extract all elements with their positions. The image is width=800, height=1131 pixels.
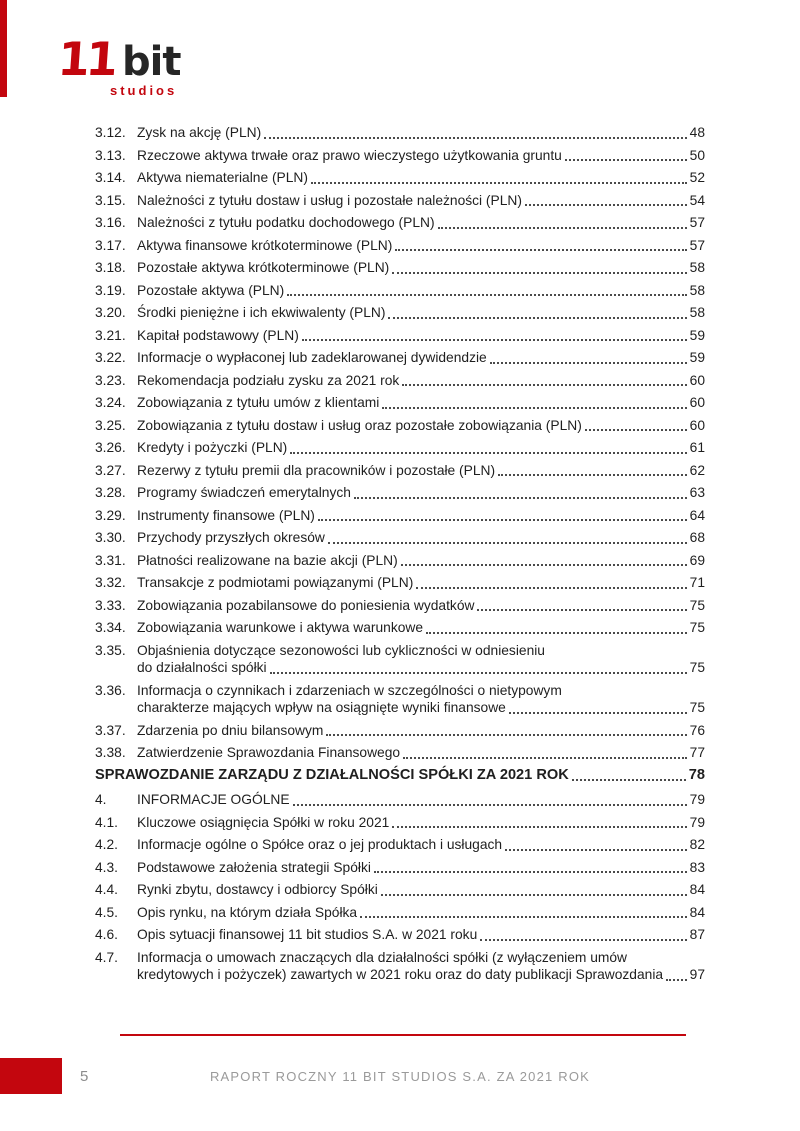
toc-entry-number: 3.26. bbox=[95, 440, 126, 455]
toc-entry-body bbox=[137, 282, 705, 300]
toc-entry-number: 3.37. bbox=[95, 722, 126, 738]
toc-entry-title: Programy świadczeń emerytalnych bbox=[137, 485, 351, 500]
toc-entry[interactable] bbox=[95, 304, 705, 322]
toc-line bbox=[137, 147, 705, 165]
toc-line bbox=[137, 552, 705, 570]
toc-entry[interactable] bbox=[95, 372, 705, 390]
toc-entry-body bbox=[137, 881, 705, 899]
toc-entry-title: SPRAWOZDANIE ZARZĄDU Z DZIAŁALNOŚCI SPÓŁKI ZA 2021 ROK bbox=[95, 766, 569, 783]
toc-line bbox=[137, 529, 705, 547]
toc-entry[interactable] bbox=[95, 237, 705, 255]
toc-entry-page: 64 bbox=[689, 507, 705, 523]
dot-leader bbox=[395, 237, 686, 255]
toc-entry-number: 3.21. bbox=[95, 327, 126, 343]
dot-leader bbox=[572, 767, 686, 785]
toc-entry-page: 60 bbox=[689, 372, 705, 388]
toc-entry-number: 3.14. bbox=[95, 170, 126, 185]
toc-entry-title: Środki pieniężne i ich ekwiwalenty (PLN) bbox=[137, 305, 386, 320]
toc-entry-title: Podstawowe założenia strategii Spółki bbox=[137, 859, 371, 875]
dot-leader bbox=[381, 881, 687, 899]
toc-entry-body bbox=[137, 417, 705, 435]
toc-entry-number: 4. bbox=[95, 792, 107, 807]
dot-leader bbox=[311, 169, 687, 187]
toc-line bbox=[137, 304, 705, 322]
toc-entry[interactable] bbox=[95, 507, 705, 525]
toc-entry-body bbox=[137, 836, 705, 854]
toc-line bbox=[137, 926, 705, 944]
toc-entry-page: 62 bbox=[689, 462, 705, 478]
toc-entry-number: 3.17. bbox=[95, 237, 126, 253]
toc-entry-number: 3.27. bbox=[95, 462, 126, 478]
logo-11-icon: 11 bbox=[56, 32, 116, 86]
logo-top-row bbox=[56, 32, 181, 86]
toc-entry-body bbox=[137, 642, 705, 677]
toc-entry-page: 87 bbox=[689, 927, 705, 942]
toc-line bbox=[137, 904, 705, 922]
toc-entry-number: 4.6. bbox=[95, 927, 119, 942]
toc-entry[interactable] bbox=[95, 814, 705, 832]
toc-entry-title: Zobowiązania z tytułu umów z klientami bbox=[137, 395, 380, 410]
dot-leader bbox=[318, 507, 687, 525]
dot-leader bbox=[505, 836, 687, 854]
toc-entry-title: Pozostałe aktywa (PLN) bbox=[137, 282, 285, 298]
toc-entry-body bbox=[137, 327, 705, 345]
toc-entry-page: 97 bbox=[689, 967, 705, 982]
toc-entry[interactable] bbox=[95, 169, 705, 187]
toc-line bbox=[137, 836, 705, 854]
dot-leader bbox=[498, 462, 687, 480]
toc-entry[interactable] bbox=[95, 484, 705, 502]
toc-entry-number: 4.4. bbox=[95, 882, 119, 897]
dot-leader bbox=[480, 926, 686, 944]
toc-entry-title: Płatności realizowane na bazie akcji (PLN) bbox=[137, 552, 398, 568]
toc-entry-number: 3.29. bbox=[95, 507, 126, 523]
toc-entry-number: 3.33. bbox=[95, 597, 126, 613]
toc-entry-number: 3.23. bbox=[95, 372, 126, 388]
toc-line bbox=[137, 484, 705, 502]
footer-page-number: 5 bbox=[80, 1068, 89, 1085]
toc-entry-body bbox=[137, 349, 705, 367]
toc-line bbox=[137, 859, 705, 877]
toc-entry[interactable] bbox=[95, 417, 705, 435]
toc-entry-body bbox=[137, 814, 705, 832]
toc-entry-number: 3.28. bbox=[95, 485, 126, 500]
toc-entry-title: Informacje ogólne o Spółce oraz o jej produktach i usługach bbox=[137, 837, 503, 852]
dot-leader bbox=[293, 791, 687, 809]
toc-entry[interactable] bbox=[95, 282, 705, 300]
toc-entry-number: 3.19. bbox=[95, 282, 126, 298]
toc-entry-title: Zobowiązania warunkowe i aktywa warunkowe bbox=[137, 620, 424, 635]
toc-entry[interactable] bbox=[95, 394, 705, 412]
dot-leader bbox=[416, 574, 686, 592]
toc-line bbox=[137, 282, 705, 300]
toc-entry-title: Kredyty i pożyczki (PLN) bbox=[137, 440, 288, 455]
toc-entry-number: 3.22. bbox=[95, 350, 126, 365]
toc-entry-title: do działalności spółki bbox=[137, 660, 267, 675]
toc-line bbox=[137, 619, 705, 637]
toc-entry-title: charakterze mających wpływ na osiągnięte wyniki finansowe bbox=[137, 700, 506, 715]
toc-entry[interactable] bbox=[95, 192, 705, 210]
toc-entry-body bbox=[137, 552, 705, 570]
toc-entry-body bbox=[137, 904, 705, 922]
toc-line bbox=[137, 597, 705, 615]
toc-line bbox=[137, 169, 705, 187]
toc-entry-title: Pozostałe aktywa krótkoterminowe (PLN) bbox=[137, 260, 390, 275]
toc-entry-page: 61 bbox=[689, 440, 705, 455]
dot-leader bbox=[426, 619, 687, 637]
toc-entry-number: 3.35. bbox=[95, 642, 126, 658]
toc-line bbox=[137, 699, 705, 717]
dot-leader bbox=[264, 124, 686, 142]
dot-leader bbox=[354, 484, 687, 502]
toc-entry-title: Opis sytuacji finansowej 11 bit studios S.A. w 2021 roku bbox=[137, 927, 478, 942]
toc-entry-page: 75 bbox=[689, 597, 705, 613]
toc-entry-title: Kapitał podstawowy (PLN) bbox=[137, 327, 299, 343]
toc-entry-number: 4.2. bbox=[95, 837, 119, 852]
toc-entry-body bbox=[137, 619, 705, 637]
toc-entry[interactable] bbox=[95, 767, 705, 785]
dot-leader bbox=[490, 349, 687, 367]
toc-entry-body bbox=[137, 484, 705, 502]
toc-line bbox=[137, 791, 705, 809]
toc-line bbox=[137, 327, 705, 345]
toc-entry-number: 3.15. bbox=[95, 192, 126, 208]
toc-entry[interactable] bbox=[95, 574, 705, 592]
toc-entry-page: 48 bbox=[689, 125, 705, 140]
dot-leader bbox=[382, 394, 686, 412]
toc-entry[interactable] bbox=[95, 722, 705, 740]
toc-line bbox=[137, 682, 705, 700]
toc-entry-title: Aktywa finansowe krótkoterminowe (PLN) bbox=[137, 237, 393, 253]
toc-entry[interactable] bbox=[95, 259, 705, 277]
dot-leader bbox=[374, 859, 687, 877]
toc-entry[interactable] bbox=[95, 791, 705, 809]
toc-entry-body bbox=[137, 372, 705, 390]
toc-entry-body bbox=[137, 147, 705, 165]
toc-entry-number: 4.3. bbox=[95, 859, 119, 875]
toc-entry-number: 3.31. bbox=[95, 552, 126, 568]
toc-entry-title: Rezerwy z tytułu premii dla pracowników i pozostałe (PLN) bbox=[137, 462, 496, 478]
toc-entry-body bbox=[137, 682, 705, 717]
dot-leader bbox=[666, 966, 687, 984]
toc-entry-page: 58 bbox=[689, 305, 705, 320]
toc-entry[interactable] bbox=[95, 439, 705, 457]
toc-entry-number: 4.5. bbox=[95, 904, 119, 920]
toc-entry-body bbox=[137, 304, 705, 322]
dot-leader bbox=[402, 372, 686, 390]
toc-entry-title: Informacja o umowach znaczących dla działalności spółki (z wyłączeniem umów bbox=[137, 949, 627, 965]
dot-leader bbox=[438, 214, 687, 232]
toc-line bbox=[137, 507, 705, 525]
dot-leader bbox=[270, 659, 687, 677]
toc-entry-body bbox=[137, 507, 705, 525]
dot-leader bbox=[287, 282, 686, 300]
toc-entry-body bbox=[137, 169, 705, 187]
toc-line bbox=[137, 372, 705, 390]
toc-entry-title: Aktywa niematerialne (PLN) bbox=[137, 170, 308, 185]
toc-entry[interactable] bbox=[95, 642, 705, 677]
toc-line bbox=[137, 417, 705, 435]
toc-line bbox=[137, 966, 705, 984]
dot-leader bbox=[328, 529, 687, 547]
toc-entry-number: 3.18. bbox=[95, 260, 126, 275]
toc-line bbox=[137, 124, 705, 142]
dot-leader bbox=[525, 192, 687, 210]
toc-entry[interactable] bbox=[95, 529, 705, 547]
toc-line bbox=[137, 462, 705, 480]
top-left-red-bar bbox=[0, 0, 7, 97]
toc-line bbox=[137, 192, 705, 210]
logo bbox=[56, 32, 181, 98]
toc-entry-title: INFORMACJE OGÓLNE bbox=[137, 792, 290, 807]
dot-leader bbox=[326, 722, 686, 740]
toc-entry-body bbox=[137, 949, 705, 984]
toc-entry-number: 3.34. bbox=[95, 620, 126, 635]
footer-rule bbox=[120, 1034, 686, 1036]
toc-entry[interactable] bbox=[95, 682, 705, 717]
dot-leader bbox=[392, 259, 686, 277]
toc-entry[interactable] bbox=[95, 744, 705, 762]
dot-leader bbox=[388, 304, 686, 322]
toc-entry-page: 79 bbox=[689, 792, 705, 807]
toc-line bbox=[137, 744, 705, 762]
toc-entry-page: 59 bbox=[689, 350, 705, 365]
toc-entry-page: 69 bbox=[689, 552, 705, 568]
toc-entry-title: Informacje o wypłaconej lub zadeklarowanej dywidendzie bbox=[137, 350, 487, 365]
toc-line bbox=[137, 881, 705, 899]
toc-entry[interactable] bbox=[95, 327, 705, 345]
toc-entry-page: 84 bbox=[689, 904, 705, 920]
toc-entry-page: 52 bbox=[689, 170, 705, 185]
toc-entry[interactable] bbox=[95, 462, 705, 480]
toc-entry-page: 84 bbox=[689, 882, 705, 897]
toc-line bbox=[137, 814, 705, 832]
toc-entry[interactable] bbox=[95, 124, 705, 142]
toc-entry-page: 60 bbox=[689, 417, 705, 433]
toc-entry-title: Rynki zbytu, dostawcy i odbiorcy Spółki bbox=[137, 882, 378, 897]
toc-entry-body bbox=[137, 926, 705, 944]
toc-entry[interactable] bbox=[95, 859, 705, 877]
toc-entry-page: 79 bbox=[689, 814, 705, 830]
toc-entry-number: 4.1. bbox=[95, 814, 119, 830]
toc-entry-page: 75 bbox=[689, 620, 705, 635]
toc-entry-body bbox=[137, 462, 705, 480]
toc-entry-title: kredytowych i pożyczek) zawartych w 2021 roku oraz do daty publikacji Sprawozdania bbox=[137, 967, 664, 982]
toc-entry-body bbox=[95, 767, 705, 785]
logo-bit-text: bit bbox=[122, 39, 181, 85]
toc-entry-title: Zobowiązania z tytułu dostaw i usług oraz pozostałe zobowiązania (PLN) bbox=[137, 417, 582, 433]
toc-entry-title: Zobowiązania pozabilansowe do poniesienia wydatków bbox=[137, 597, 475, 613]
toc-line bbox=[137, 237, 705, 255]
dot-leader bbox=[401, 552, 687, 570]
toc-entry[interactable] bbox=[95, 597, 705, 615]
toc-entry-body bbox=[137, 574, 705, 592]
toc-entry-page: 57 bbox=[689, 215, 705, 230]
toc-entry-title: Kluczowe osiągnięcia Spółki w roku 2021 bbox=[137, 814, 390, 830]
toc-entry[interactable] bbox=[95, 619, 705, 637]
toc-entry-page: 63 bbox=[689, 485, 705, 500]
toc-entry[interactable] bbox=[95, 214, 705, 232]
toc-entry-body bbox=[137, 124, 705, 142]
toc-entry-page: 58 bbox=[689, 260, 705, 275]
toc-entry-title: Przychody przyszłych okresów bbox=[137, 530, 325, 545]
toc-entry-number: 3.24. bbox=[95, 395, 126, 410]
toc-entry-title: Należności z tytułu dostaw i usług i pozostałe należności (PLN) bbox=[137, 192, 522, 208]
toc-entry-page: 59 bbox=[689, 327, 705, 343]
toc-entry-body bbox=[137, 859, 705, 877]
dot-leader bbox=[360, 904, 687, 922]
toc-entry-number: 4.7. bbox=[95, 949, 119, 965]
toc-entry-page: 58 bbox=[689, 282, 705, 298]
logo-studios-text: studios bbox=[110, 83, 178, 98]
toc-entry-title: Zdarzenia po dniu bilansowym bbox=[137, 722, 324, 738]
toc-entry-body bbox=[137, 791, 705, 809]
toc-entry-title: Zysk na akcję (PLN) bbox=[137, 125, 262, 140]
toc-line bbox=[137, 722, 705, 740]
toc-entry-page: 54 bbox=[689, 192, 705, 208]
toc-entry-body bbox=[137, 529, 705, 547]
toc-entry-page: 57 bbox=[689, 237, 705, 253]
toc-entry[interactable] bbox=[95, 552, 705, 570]
toc-entry-body bbox=[137, 597, 705, 615]
toc-entry-title: Objaśnienia dotyczące sezonowości lub cykliczności w odniesieniu bbox=[137, 642, 545, 658]
toc-entry-number: 3.16. bbox=[95, 215, 126, 230]
toc-entry-page: 75 bbox=[689, 660, 705, 675]
toc-entry-number: 3.32. bbox=[95, 575, 126, 590]
toc-entry-body bbox=[137, 237, 705, 255]
toc-entry-number: 3.38. bbox=[95, 745, 126, 760]
toc-entry[interactable] bbox=[95, 836, 705, 854]
dot-leader bbox=[290, 439, 686, 457]
toc-entry-number: 3.20. bbox=[95, 305, 126, 320]
dot-leader bbox=[302, 327, 687, 345]
toc-entry-title: Rekomendacja podziału zysku za 2021 rok bbox=[137, 372, 400, 388]
toc-line bbox=[137, 439, 705, 457]
toc-entry-page: 76 bbox=[689, 722, 705, 738]
toc-entry-body bbox=[137, 722, 705, 740]
toc-line bbox=[137, 394, 705, 412]
toc-entry-title: Rzeczowe aktywa trwałe oraz prawo wieczystego użytkowania gruntu bbox=[137, 147, 562, 163]
toc-entry-number: 3.36. bbox=[95, 682, 126, 698]
toc-entry[interactable] bbox=[95, 349, 705, 367]
toc-entry-title: Opis rynku, na którym działa Spółka bbox=[137, 904, 358, 920]
toc-entry-page: 60 bbox=[689, 395, 705, 410]
toc-entry-number: 3.13. bbox=[95, 147, 126, 163]
toc-entry-body bbox=[137, 439, 705, 457]
dot-leader bbox=[477, 597, 686, 615]
toc-entry-number: 3.12. bbox=[95, 125, 126, 140]
toc-entry-page: 82 bbox=[689, 837, 705, 852]
toc-entry[interactable] bbox=[95, 926, 705, 944]
toc-entry-body bbox=[137, 259, 705, 277]
toc-entry[interactable] bbox=[95, 949, 705, 984]
toc-entry-number: 3.30. bbox=[95, 530, 126, 545]
toc-entry-number: 3.25. bbox=[95, 417, 126, 433]
toc-line bbox=[137, 259, 705, 277]
table-of-contents bbox=[95, 124, 705, 989]
toc-entry-page: 68 bbox=[689, 530, 705, 545]
toc-line bbox=[137, 949, 705, 967]
toc-entry-page: 78 bbox=[688, 766, 705, 783]
dot-leader bbox=[509, 699, 687, 717]
toc-line bbox=[137, 659, 705, 677]
dot-leader bbox=[585, 417, 687, 435]
dot-leader bbox=[392, 814, 686, 832]
toc-entry-body bbox=[137, 394, 705, 412]
toc-entry-page: 75 bbox=[689, 700, 705, 715]
toc-entry-page: 83 bbox=[689, 859, 705, 875]
toc-entry-title: Instrumenty finansowe (PLN) bbox=[137, 507, 315, 523]
toc-entry-title: Transakcje z podmiotami powiązanymi (PLN) bbox=[137, 575, 414, 590]
dot-leader bbox=[565, 147, 687, 165]
toc-line bbox=[137, 574, 705, 592]
toc-entry[interactable] bbox=[95, 904, 705, 922]
toc-entry-body bbox=[137, 192, 705, 210]
toc-entry[interactable] bbox=[95, 881, 705, 899]
toc-entry-page: 50 bbox=[689, 147, 705, 163]
toc-entry-title: Zatwierdzenie Sprawozdania Finansowego bbox=[137, 745, 401, 760]
toc-entry-title: Należności z tytułu podatku dochodowego (PLN) bbox=[137, 215, 435, 230]
toc-line bbox=[137, 349, 705, 367]
toc-line bbox=[137, 642, 705, 660]
dot-leader bbox=[403, 744, 687, 762]
toc-entry-body bbox=[137, 744, 705, 762]
footer-report-title: RAPORT ROCZNY 11 BIT STUDIOS S.A. ZA 2021 ROK bbox=[209, 1069, 591, 1084]
toc-entry-page: 71 bbox=[689, 575, 705, 590]
toc-entry[interactable] bbox=[95, 147, 705, 165]
toc-entry-body bbox=[137, 214, 705, 232]
toc-line bbox=[95, 767, 705, 785]
toc-entry-page: 77 bbox=[689, 745, 705, 760]
toc-line bbox=[137, 214, 705, 232]
toc-entry-title: Informacja o czynnikach i zdarzeniach w szczególności o nietypowym bbox=[137, 682, 562, 698]
